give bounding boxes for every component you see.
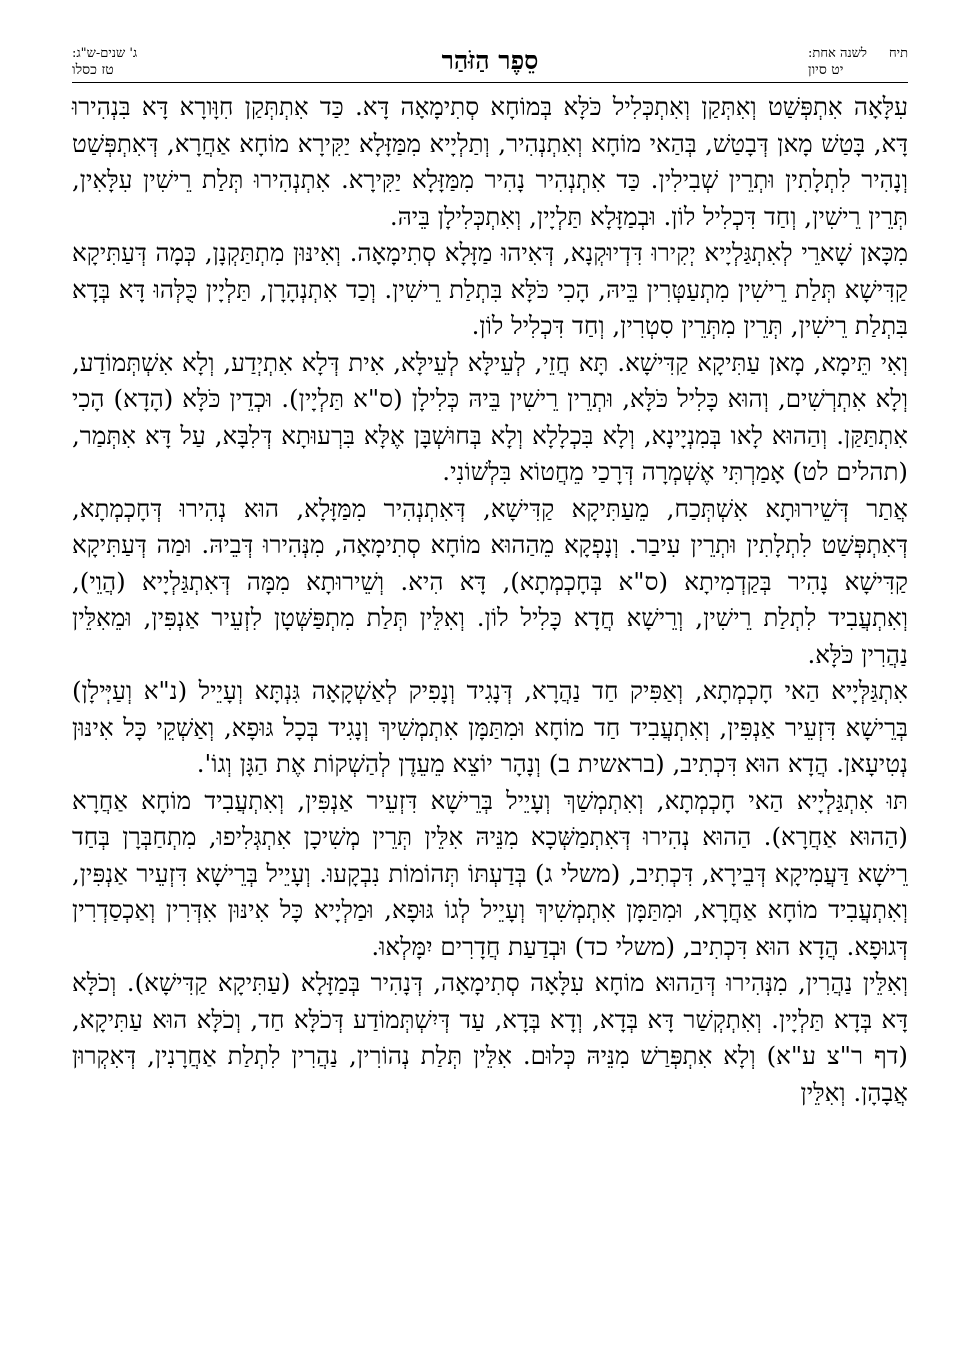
page-number: תיח xyxy=(888,46,908,61)
book-title: סֵפֶר הַזֹּהַר xyxy=(441,46,539,75)
page-header xyxy=(72,38,908,83)
cycle-label: לשנה אחת: xyxy=(808,46,867,61)
main-text xyxy=(72,89,908,1111)
paragraph: מִכָּאן שָׁארֵי לְאִתְגַּלְיָיא יְקִירוּ דִּדְיוּקְנָא, דְּאִיהוּ מַזָּלָא סְתִימָאָה. וְאִינּוּן מִתְתַּקְנָן, כְּמָה דְּעַתִּיקָא קַדִּישָׁא תְּלַת רֵישִׁין מִתְעַטְּרִין בֵּיהּ, הָכִי כֹּלָּא בִּתְלַת רֵישִׁין. וְכַד אִתְנְהָרָן, תַּלְיָין כֻּלְּהוּ דָּא בְּדָא בִּתְלַת רֵישִׁין, תְּרֵין מִתְּרֵין סִטְרִין, וְחַד דִּכְלִיל לוֹן. xyxy=(72,238,908,340)
paragraph: וְאִלֵּין נַהֲרִין, מִנְּהִירוּ דְּהַהוּא מוֹחָא עִלָּאָה סְתִימָאָה, דְּנָהִיר בְּמַזָּלָא (עַתִּיקָא קַדִּישָׁא). וְכֹלָּא דָּא בְּדָא תַּלְיָין. וְאִתְקְשַׁר דָּא בְּדָא, וְדָא בְּדָא, עַד דְּיִשְׁתְּמוֹדַע דְּכֹלָּא חַד, וְכֹלָּא הוּא עַתִּיקָא, (דף ר"צ ע"א) וְלָא אִתְפְּרַשׁ מִנֵּיהּ כְּלוּם. אִלֵּין תְּלַת נְהוֹרִין, נַהֲרִין לִתְלַת אַחֲרָנִין, דְּאִקְרוּן אֲבָהָן. וְאִלֵּין xyxy=(72,968,908,1107)
years-date: טז כסלו xyxy=(72,62,114,78)
years-label: ג' שנים-ש"ג: xyxy=(72,46,138,61)
years-info xyxy=(72,46,137,78)
paragraph: אִתְגַּלְּיָיא הַאי חָכְמְתָא, וְאַפִּיק חַד נַהֲרָא, דְּנָגִיד וְנָפִיק לְאַשְׁקָאָה גִּנְתָּא וְעָיֵיל (נ"א וְעַיְּילָן) בְּרֵישָׁא דִּזְעֵיר אַנְפִּין, וְאִתְעֲבִיד חַד מוֹחָא וּמִתַּמָּן אִתְמְשִׁיךְ וְנָגִיד בְּכָל גּוּפָא, וְאַשְׁקֵי כָּל אִינּוּן נְטִיעָאן. הֲדָא הוּא דִּכְתִיב, (בראשית ב) וְנָהָר יוֹצֵא מֵעֵדֶן לְהַשְׁקוֹת אֶת הַגָּן וְגוֹ'. xyxy=(72,676,908,778)
cycle-date: יט סיון xyxy=(808,62,844,78)
paragraph: וְאִי תֵּימָא, מָאן עַתִּיקָא קַדִּישָׁא. תָּא חֲזֵי, לְעֵילָּא לְעֵילָּא, אִית דְּלָא אִתְיְדַע, וְלָא אִשְׁתְּמוֹדַע, וְלָא אִתְרְשִׁים, וְהוּא כָּלִיל כֹּלָּא, וּתְרֵין רֵישִׁין בֵּיהּ כְּלִילָן (ס"א תַּלְיָין). וּכְדֵין כֹּלָּא (הָדָא) הָכִי אִתְתַּקַּן. וְהַהוּא לָאו בְּמִנְיָינָא, וְלָא בִּכְלָלָא וְלָא בְּחוּשְׁבָּן אֶלָּא בִּרְעוּתָא דְּלִבָּא, עַל דָּא אִתְּמַר, (תהלים לט) אָמַרְתִּי אֶשְׁמְרָה דְּרָכַי מֵחֲטוֹא בִּלְשׁוֹנִי. xyxy=(72,347,908,486)
paragraph: תּוּ אִתְגַּלְיָיא הַאי חָכְמְתָא, וְאִתְמְשַׁךְ וְעָיֵיל בְּרֵישָׁא דִּזְעֵיר אַנְפִּין, וְאִתְעֲבִיד מוֹחָא אַחֲרָא (הַהוּא אַחֲרָא). הַהוּא נְהִירוּ דְּאִתְמַשְּׁכָא מִנֵּיהּ אִלֵּין תְּרֵין מְשִׁיכָן אִתְגְּלִיפוּ, מִתְחַבְּרָן בְּחַד רֵישָׁא דַּעֲמִיקָא דְּבֵירָא, דִּכְתִיב, (משלי ג) בְּדַעְתּוֹ תְּהוֹמוֹת נִבְקָעוּ. וְעָיֵיל בְּרֵישָׁא דִּזְעֵיר אַנְפִּין, וְאִתְעֲבִיד מוֹחָא אַחֲרָא, וּמִתַּמָּן אִתְמְשִׁיךְ וְעָיֵיל לְגוֹ גּוּפָא, וּמַלְיָיא כָּל אִינּוּן אִדְּרִין וְאַכְסַדְרִין דְּגוּפָא. הֲדָא הוּא דִּכְתִיב, (משלי כד) וּבְדַעַת חֲדָרִים יִמָּלְאוּ. xyxy=(72,785,908,961)
paragraph: אֲתַר דְּשֵׁירוּתָא אִשְׁתְּכַח, מֵעַתִּיקָא קַדִּישָׁא, דְּאִתְנְהִיר מִמַּזָּלָא, הוּא נְהִירוּ דְּחָכְמְתָא, דְּאִתְפְּשַׁט לִתְלָתִין וּתְרֵין עִיבַר. וְנָפְקָא מֵהַהוּא מוֹחָא סְתִימָאָה, מִנְּהִירוּ דְּבֵיהּ. וּמַה דְּעַתִּיקָא קַדִּישָׁא נָהִיר בְּקַדְמִיתָא (ס"א בְּחָכְמְתָא), דָּא הִיא. וְשֵׁירוּתָא מִמָּה דְּאִתְגַּלְיָיא (הֲוֵי), וְאִתְעֲבִיד לִתְלַת רֵישִׁין, וְרֵישָׁא חֲדָא כָּלִיל לוֹן. וְאִלֵּין תְּלַת מִתְפַּשְּׁטָן לִזְעֵיר אַנְפִּין, וּמֵאִלֵּין נַהֲרִין כֹּלָּא. xyxy=(72,493,908,669)
paragraph: עִלָּאָה אִתְפְּשַׁט וְאִתְּקַן וְאִתְכְּלִיל כֹּלָּא בְּמוֹחָא סְתִימָאָה דָּא. כַּד אִתְתְּקַן חִוָּורָא דָּא בִּנְהִירוּ דָּא, בָּטַשׁ מָאן דְּבָטַשׁ, בְּהַאי מוֹחָא וְאִתְנְהִיר, וְתַלְיָיא מִמַּזָּלָא יַקִּירָא מוֹחָא אַחֲרָא, דְּאִתְפְּשַׁט וְנָהִיר לִתְלָתִין וּתְרֵין שְׁבִילִין. כַּד אִתְנְהִיר נָהִיר מִמַּזָּלָא יַקִּירָא. אִתְנְהִירוּ תְּלַת רֵישִׁין עִלָּאִין, תְּרֵין רֵישִׁין, וְחַד דִּכְלִיל לוֹן. וּבְמַזָּלָא תַּלְיָין, וְאִתְכְּלִילָן בֵּיהּ. xyxy=(72,92,908,231)
